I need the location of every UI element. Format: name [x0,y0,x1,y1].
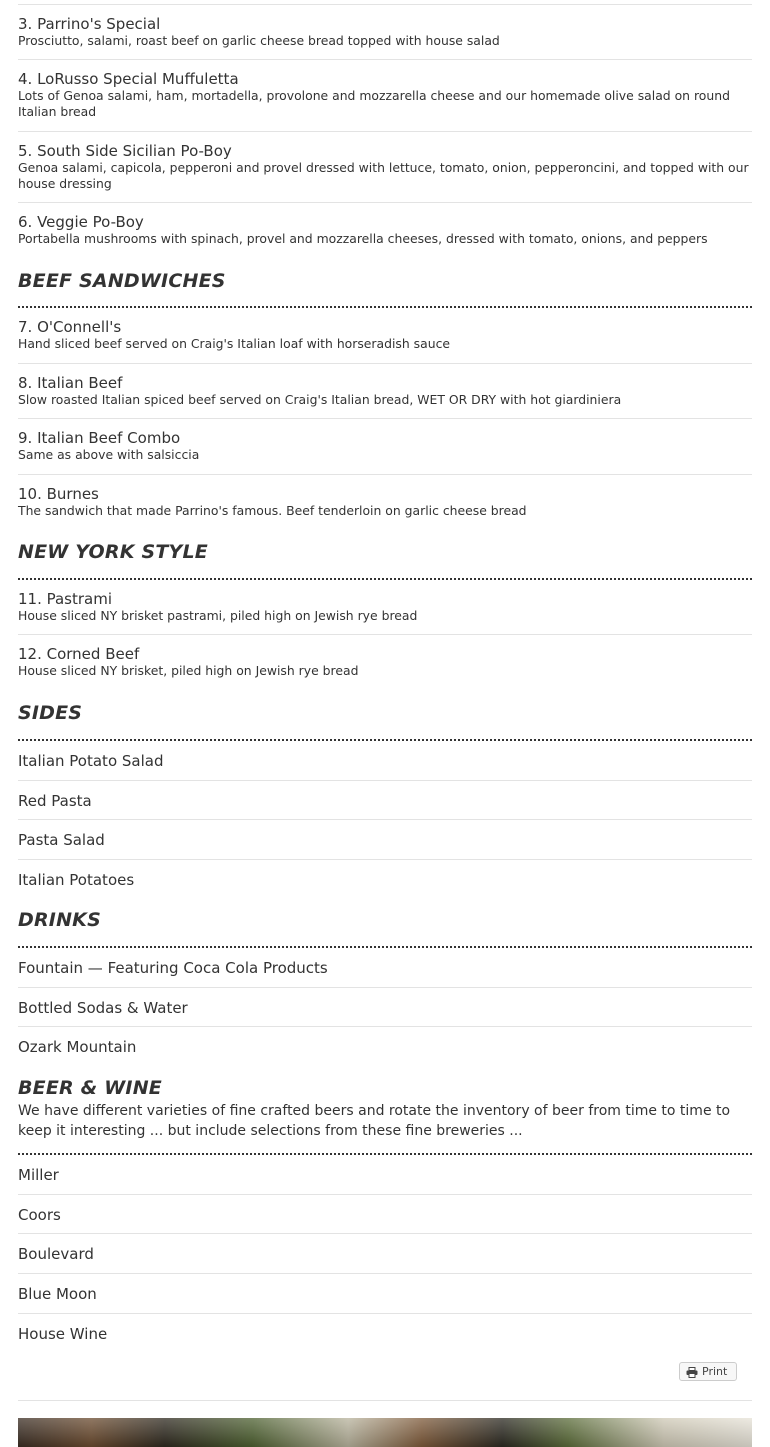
menu-item-desc: House sliced NY brisket pastrami, piled high on Jewish rye bread [18,608,418,623]
menu-item [18,580,752,635]
print-button[interactable] [679,1362,737,1381]
menu-item [18,948,752,988]
menu-item-desc: Hand sliced beef served on Craig's Italian loaf with horseradish sauce [18,336,451,351]
menu-item [18,475,752,525]
printer-icon [686,1366,698,1377]
menu-item-desc: Slow roasted Italian spiced beef served on Craig's Italian bread, WET OR DRY with hot giardiniera [18,392,622,407]
menu-item-name: 9. Italian Beef Combo [18,429,181,447]
menu-item [18,5,752,60]
menu-item-name: 6. Veggie Po-Boy [18,213,144,231]
section-title: DRINKS [18,909,101,931]
menu-item-name: 7. O'Connell's [18,318,122,336]
menu-item-name: 5. South Side Sicilian Po-Boy [18,142,232,160]
menu-item-desc: Portabella mushrooms with spinach, provel and mozzarella cheeses, dressed with tomato, onions, and peppers [18,231,708,246]
section-title: BEEF SANDWICHES [18,270,226,292]
menu-item-name: Boulevard [18,1245,94,1264]
menu-item-name: 8. Italian Beef [18,374,123,392]
menu-item-desc: Same as above with salsiccia [18,447,200,462]
menu-item [18,1155,752,1195]
section-title: BEER & WINE [18,1077,162,1099]
menu-item-name: Blue Moon [18,1285,97,1304]
menu-item [18,132,752,203]
menu-item [18,860,752,900]
menu-item-name: Fountain — Featuring Coca Cola Products [18,959,328,977]
menu-item-name: 12. Corned Beef [18,645,140,663]
menu-item-name: Coors [18,1205,61,1224]
menu-item-name: Bottled Sodas & Water [18,998,188,1017]
menu-item-name: Italian Potatoes [18,871,135,889]
menu-item [18,364,752,419]
menu-item-desc: Genoa salami, capicola, pepperoni and provel dressed with lettuce, tomato, onion, pepperoncini, and topped with our house dressing [18,160,749,191]
menu-item [18,988,752,1028]
menu-item [18,203,752,253]
menu-item-name: 3. Parrino's Special [18,15,161,33]
section-header-beer [18,1077,752,1155]
menu-item-desc: The sandwich that made Parrino's famous. Beef tenderloin on garlic cheese bread [18,503,527,518]
menu-item-desc: House sliced NY brisket, piled high on Jewish rye bread [18,663,359,678]
menu-item-name: 11. Pastrami [18,590,113,608]
menu-item-name: Red Pasta [18,791,92,810]
menu-item-desc: Lots of Genoa salami, ham, mortadella, provolone and mozzarella cheese and our homemade olive salad on round Italian bread [18,88,730,119]
menu-item [18,781,752,821]
menu-item [18,1314,752,1354]
menu-item-name: 10. Burnes [18,485,99,503]
food-photo [18,1418,752,1447]
menu-item-name: 4. LoRusso Special Muffuletta [18,70,239,88]
menu-item [18,1027,752,1067]
section-header-drinks [18,909,752,948]
menu-item [18,1274,752,1314]
menu-item-name: Ozark Mountain [18,1038,137,1057]
section-title: SIDES [18,702,83,724]
menu-item-desc: Prosciutto, salami, roast beef on garlic cheese bread topped with house salad [18,33,500,48]
section-header-newyork [18,541,752,580]
menu-item-name: Italian Potato Salad [18,752,164,770]
menu-item [18,60,752,132]
print-label: Print [702,1365,728,1378]
section-header-beef [18,270,752,308]
menu-item [18,419,752,475]
menu-item-name: House Wine [18,1324,108,1343]
menu-item-name: Miller [18,1166,59,1184]
food-photo-shade [18,1418,752,1447]
menu-item [18,820,752,860]
menu-item [18,1195,752,1235]
section-title: NEW YORK STYLE [18,541,208,563]
menu-item [18,308,752,364]
print-row [18,1362,752,1401]
menu-item [18,741,752,781]
section-intro: We have different varieties of fine crafted beers and rotate the inventory of beer from time to time to keep it interesting ... but include selections from these fine breweries ... [18,1103,731,1139]
menu-item [18,1234,752,1274]
section-header-sides [18,702,752,741]
menu-item [18,635,752,685]
menu-item-name: Pasta Salad [18,831,105,850]
